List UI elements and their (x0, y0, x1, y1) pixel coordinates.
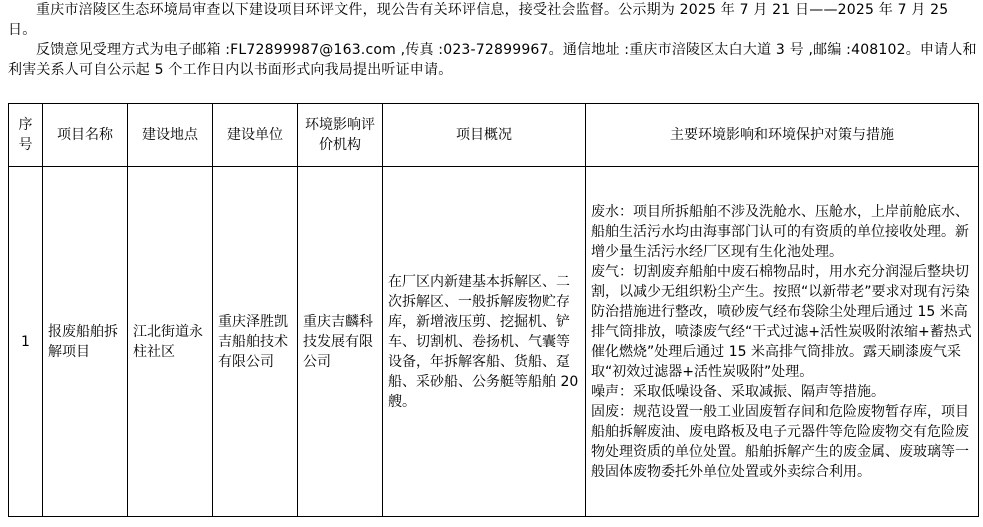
notice-paragraph-publicity: 重庆市涪陵区生态环境局审查以下建设项目环评文件，现公告有关环评信息，接受社会监督。公示期为 2025 年 7 月 21 日——2025 年 7 月 25 日。 (8, 2, 949, 38)
header-eia-agency: 环境影响评价机构 (298, 104, 383, 167)
measure-exhaust-gas: 废气：切割废弃船舶中废石棉物品时，用水充分润湿后整块切割，以减少无组织粉尘产生。按照“以新带老”要求对现有污染防治措施进行整改，喷砂废气经布袋除尘处理后通过 15 米高排气筒排放，喷漆废气经“干式过滤+活性炭吸附浓缩+蓄热式催化燃烧”处理后通过 15 米高排气筒排放。露天刷漆废气采取“初效过滤器+活性炭吸附”处理。 (591, 263, 972, 380)
header-construction-unit: 建设单位 (213, 104, 298, 167)
cell-measures (586, 167, 979, 517)
notice-text (8, 0, 978, 80)
header-overview: 项目概况 (383, 104, 586, 167)
cell-eia-agency: 重庆吉麟科技发展有限公司 (298, 167, 383, 517)
notice-paragraph-feedback: 反馈意见受理方式为电子邮箱 :FL72899987@163.com ,传真 :023-72899967。通信地址 :重庆市涪陵区太白大道 3 号 ,邮编 :408102。申请人和利害关系人可自公示起 5 个工作日内以书面形式向我局提出听证申请。 (8, 42, 977, 78)
table-header-row (9, 104, 979, 167)
cell-overview: 在厂区内新建基本拆解区、二次拆解区、一般拆解废物贮存库，新增液压剪、挖掘机、铲车、切割机、卷扬机、气囊等设备，年拆解客船、货船、趸船、采砂船、公务艇等船舶 20 艘。 (383, 167, 586, 517)
cell-no: 1 (9, 167, 43, 517)
header-no: 序号 (9, 104, 43, 167)
measure-noise: 噪声：采取低噪设备、采取减振、隔声等措施。 (591, 383, 885, 400)
cell-project-name: 报废船舶拆解项目 (43, 167, 128, 517)
project-table (8, 103, 979, 517)
table-row (9, 167, 979, 517)
header-measures: 主要环境影响和环境保护对策与措施 (586, 104, 979, 167)
header-location: 建设地点 (128, 104, 213, 167)
cell-location: 江北街道永柱社区 (128, 167, 213, 517)
measure-solid-waste: 固废：规范设置一般工业固废暂存间和危险废物暂存库，项目船舶拆解废油、废电路板及电子元器件等危险废物交有危险废物处理资质的单位处置。船舶拆解产生的废金属、废玻璃等一般固体废物委托外单位处置或外卖综合利用。 (591, 403, 969, 480)
header-project-name: 项目名称 (43, 104, 128, 167)
cell-construction-unit: 重庆泽胜凯吉船舶技术有限公司 (213, 167, 298, 517)
measure-wastewater: 废水：项目所拆船舶不涉及洗舱水、压舱水，上岸前舱底水、船舶生活污水均由海事部门认可的有资质的单位接收处理。新增少量生活污水经厂区现有生化池处理。 (591, 203, 969, 260)
